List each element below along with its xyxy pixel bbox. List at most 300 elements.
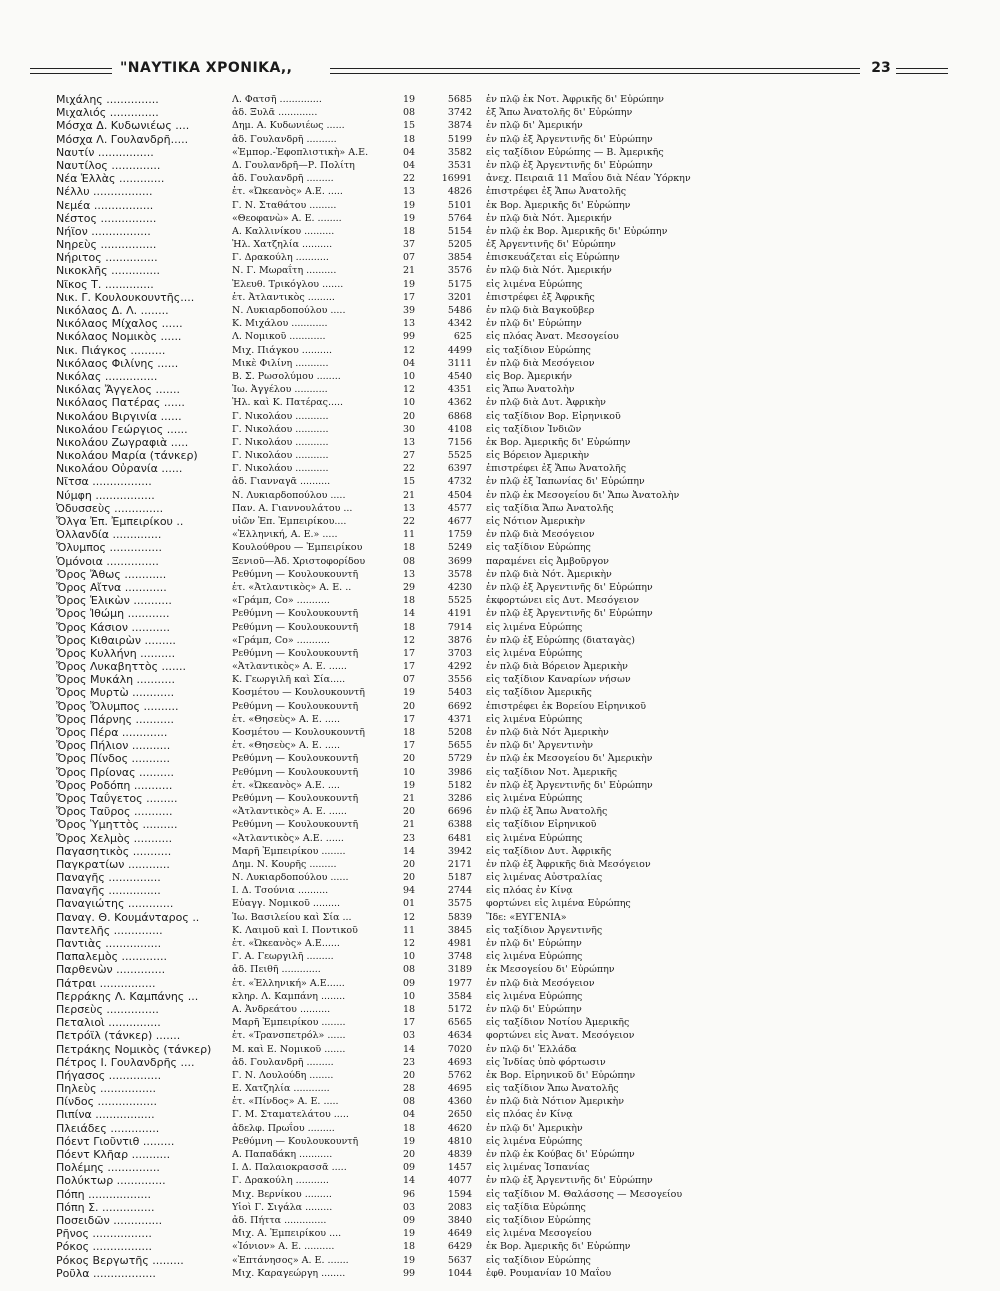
report-day: 21 bbox=[402, 792, 416, 804]
registry-number: 6696 bbox=[447, 806, 472, 818]
report-day: 17 bbox=[402, 661, 416, 673]
voyage-status: εἰς ταξίδιον Εὐρώπης — Β. Ἀμερικῆς bbox=[486, 146, 664, 158]
voyage-status: εἰς λιμένα Εὐρώπης bbox=[486, 951, 583, 963]
report-day: 20 bbox=[402, 1069, 416, 1081]
list-item bbox=[0, 119, 1000, 132]
voyage-status: εἰς λιμένας Ἱσπανίας bbox=[486, 1162, 590, 1174]
report-day: 18 bbox=[402, 1003, 416, 1015]
list-item bbox=[0, 739, 1000, 752]
voyage-status: εἰς πλόας ἐν Κίνᾳ bbox=[486, 885, 573, 897]
voyage-status: ἐν πλῷ δι' Ἀμερικήν bbox=[486, 120, 583, 132]
registry-number: 4342 bbox=[447, 318, 472, 330]
list-item bbox=[0, 818, 1000, 831]
voyage-status: ἐφθ. Ρουμανίαν 10 Μαΐου bbox=[486, 1267, 612, 1279]
list-item bbox=[0, 884, 1000, 897]
list-item bbox=[0, 1161, 1000, 1174]
list-item bbox=[0, 1069, 1000, 1082]
report-day: 03 bbox=[402, 1030, 416, 1042]
voyage-status: ἐπιστρέφει ἐξ Ἄπω Ἀνατολῆς bbox=[486, 463, 627, 475]
list-item bbox=[0, 858, 1000, 871]
report-day: 12 bbox=[402, 938, 416, 949]
ship-name: Πίνδος ................. bbox=[56, 1095, 157, 1109]
voyage-status: ἐπιστρέφει ἐξ Ἄπω Ἀνατολῆς bbox=[486, 186, 627, 198]
registry-number: 4362 bbox=[447, 397, 472, 409]
ship-name: Πηλεὺς ................ bbox=[56, 1082, 156, 1096]
voyage-status: εἰς ταξίδιον Ἀμερικῆς bbox=[486, 687, 592, 699]
list-item bbox=[0, 673, 1000, 686]
list-item bbox=[0, 1227, 1000, 1240]
owner-name: Ι. Δ. Παλαιοκρασσᾶ ..... bbox=[232, 1162, 347, 1174]
voyage-status: εἰς ταξίδιον Δυτ. Ἀφρικῆς bbox=[486, 845, 612, 857]
list-item bbox=[0, 1056, 1000, 1069]
ship-name: Ὄρος Χελμὸς ........... bbox=[56, 831, 173, 845]
ship-name: Ναυτίν ................ bbox=[56, 145, 154, 159]
report-day: 20 bbox=[402, 858, 416, 870]
owner-name: Γ. Νικολάου ........... bbox=[232, 463, 329, 475]
ship-registry-list bbox=[0, 93, 1000, 1280]
report-day: 07 bbox=[402, 674, 416, 686]
ship-name: Ναυτίλος .............. bbox=[56, 158, 161, 172]
report-day: 15 bbox=[402, 120, 416, 132]
owner-name: Κοσμέτου — Κουλουκουντῆ bbox=[232, 727, 365, 738]
ship-name: Ὄλυμπος ............... bbox=[56, 541, 162, 555]
ship-name: Παναγιώτης ............. bbox=[56, 897, 174, 911]
registry-number: 2650 bbox=[447, 1109, 472, 1121]
registry-number: 2171 bbox=[447, 858, 472, 870]
report-day: 21 bbox=[402, 819, 416, 831]
owner-name: Εὐαγγ. Νομικοῦ ......... bbox=[232, 898, 341, 910]
registry-number: 6565 bbox=[447, 1017, 472, 1029]
voyage-status: ἐκ Βορ. Εἰρηνικοῦ δι' Εὐρώπην bbox=[486, 1069, 636, 1081]
report-day: 19 bbox=[402, 199, 416, 211]
voyage-status: φορτώνει εἰς λιμένα Εὐρώπης bbox=[486, 898, 631, 910]
list-item bbox=[0, 950, 1000, 963]
voyage-status: εἰς ταξίδιον Εὐρώπης bbox=[486, 1254, 591, 1266]
voyage-status: ἐν πλῷ ἐκ Νοτ. Ἀφρικῆς δι' Εὐρώπην bbox=[486, 94, 664, 105]
list-item bbox=[0, 1122, 1000, 1135]
ship-name: Νικολάου Ζωγραφιὰ ..... bbox=[56, 435, 189, 449]
owner-name: Μικὲ Φιλίνη ........... bbox=[232, 357, 329, 369]
list-item bbox=[0, 1108, 1000, 1121]
owner-name: Λ. Φατσῆ .............. bbox=[232, 94, 322, 105]
registry-number: 4360 bbox=[447, 1096, 472, 1108]
report-day: 09 bbox=[402, 1162, 416, 1174]
list-item bbox=[0, 845, 1000, 858]
list-item bbox=[0, 937, 1000, 950]
ship-name: Νικόλαος Φιλίνης ...... bbox=[56, 356, 179, 370]
report-day: 99 bbox=[402, 331, 416, 343]
list-item bbox=[0, 317, 1000, 330]
registry-number: 3578 bbox=[447, 568, 472, 580]
ship-name: Ὄρος Λυκαβηττὸς ....... bbox=[56, 660, 187, 674]
voyage-status: ἐν πλῷ ἐκ Μεσογείου δι' Ἄπω Ἀνατολὴν bbox=[486, 489, 680, 501]
list-item bbox=[0, 700, 1000, 713]
voyage-status: ἐν πλῷ διὰ Βόρειον Ἀμερικὴν bbox=[486, 661, 628, 673]
owner-name: «Ἀτλαντικὸς» Α. Ε. ...... bbox=[232, 661, 347, 673]
registry-number: 3874 bbox=[447, 120, 472, 132]
report-day: 12 bbox=[402, 634, 416, 646]
owner-name: Γ. Δρακούλη ........... bbox=[232, 1175, 329, 1187]
ship-name: Παρθενὼν .............. bbox=[56, 963, 166, 977]
voyage-status: εἰς ταξίδιον Βορ. Εἰρηνικοῦ bbox=[486, 410, 621, 422]
owner-name: Γ. Νικολάου ........... bbox=[232, 450, 329, 462]
ship-name: Ὀλλανδία .............. bbox=[56, 528, 162, 542]
voyage-status: εἰς ταξίδιον Ἄπω Ἀνατολῆς bbox=[486, 1083, 619, 1095]
list-item bbox=[0, 1174, 1000, 1187]
report-day: 29 bbox=[402, 581, 416, 593]
report-day: 19 bbox=[402, 687, 416, 699]
list-item bbox=[0, 568, 1000, 581]
registry-number: 4839 bbox=[447, 1149, 472, 1160]
voyage-status: ἐν πλῷ ἐξ Ἀργεντινῆς δι' Εὐρώπην bbox=[486, 608, 653, 620]
registry-number: 3876 bbox=[447, 634, 472, 646]
report-day: 18 bbox=[402, 595, 416, 607]
registry-number: 5154 bbox=[447, 225, 472, 237]
voyage-status: ἐν πλῷ ἐκ Μεσογείου δι' Ἀμερικὴν bbox=[486, 753, 653, 765]
owner-name: Ν. Λυκιαρδοπούλου ...... bbox=[232, 872, 349, 884]
voyage-status: εἰς ταξίδιον Ἀργεντινῆς bbox=[486, 924, 603, 936]
ship-name: Ὄρος Μυρτὼ ............ bbox=[56, 686, 175, 700]
owner-name: Γ. Νικολάου ........... bbox=[232, 436, 329, 448]
ship-name: Πόεντ Κλῆαρ ........... bbox=[56, 1148, 171, 1161]
list-item bbox=[0, 924, 1000, 937]
list-item bbox=[0, 264, 1000, 277]
registry-number: 3840 bbox=[447, 1214, 472, 1226]
ship-name: Ὄρος Ἑλικὼν ........... bbox=[56, 594, 172, 608]
report-day: 09 bbox=[402, 1214, 416, 1226]
owner-name: ἀδ. Πήττα .............. bbox=[232, 1214, 327, 1226]
voyage-status: ἐν πλῷ διὰ Νότιον Ἀμερικὴν bbox=[486, 1096, 625, 1108]
list-item bbox=[0, 634, 1000, 647]
list-item bbox=[0, 1267, 1000, 1280]
owner-name: Ἐλευθ. Τρικόγλου ....... bbox=[232, 278, 344, 290]
list-item bbox=[0, 225, 1000, 238]
report-day: 08 bbox=[402, 1096, 416, 1108]
ship-name: Νηρεὺς ................ bbox=[56, 238, 157, 252]
voyage-status: εἰς Βορ. Ἀμερικήν bbox=[486, 370, 572, 382]
registry-number: 6692 bbox=[447, 700, 472, 712]
report-day: 22 bbox=[402, 463, 416, 475]
list-item bbox=[0, 462, 1000, 475]
ship-name: Νικολάου Γεώργιος ...... bbox=[56, 422, 188, 436]
registry-number: 4732 bbox=[447, 476, 472, 488]
report-day: 10 bbox=[402, 990, 416, 1002]
list-item bbox=[0, 832, 1000, 845]
report-day: 20 bbox=[402, 410, 416, 422]
report-day: 12 bbox=[402, 344, 416, 356]
owner-name: ἀδ. Γουλανδρῆ .......... bbox=[232, 133, 337, 145]
registry-number: 6481 bbox=[447, 832, 472, 844]
voyage-status: ἐν πλῷ ἐκ Κούβας δι' Εὐρώπην bbox=[486, 1149, 635, 1160]
owner-name: Μιχ. Α. Ἐμπειρίκου .... bbox=[232, 1228, 342, 1240]
ship-name: Ὄρος Πήλιον ........... bbox=[56, 739, 171, 753]
owner-name: Ρεθύμνη — Κουλουκουντῆ bbox=[232, 568, 359, 580]
report-day: 19 bbox=[402, 779, 416, 791]
list-item bbox=[0, 1240, 1000, 1253]
ship-name: Νέλλυ ................. bbox=[56, 185, 153, 199]
owner-name: Μιχ. Καραγεώργη ........ bbox=[232, 1267, 346, 1279]
voyage-status: εἰς πλόας Ἀνατ. Μεσογείου bbox=[486, 331, 619, 343]
report-day: 18 bbox=[402, 727, 416, 738]
ship-name: Παντιὰς ................ bbox=[56, 937, 162, 950]
list-item bbox=[0, 621, 1000, 634]
list-item bbox=[0, 594, 1000, 607]
report-day: 21 bbox=[402, 265, 416, 277]
list-item bbox=[0, 370, 1000, 383]
registry-number: 4351 bbox=[447, 384, 472, 396]
owner-name: Κ. Μιχάλου ............ bbox=[232, 318, 328, 330]
registry-number: 5403 bbox=[447, 687, 472, 699]
report-day: 14 bbox=[402, 608, 416, 620]
list-item bbox=[0, 1016, 1000, 1029]
registry-number: 4620 bbox=[447, 1122, 472, 1134]
ship-name: Παντελῆς .............. bbox=[56, 923, 163, 937]
ship-name: Νικόλαος Πατέρας ...... bbox=[56, 396, 185, 410]
ship-name: Νῖκος Τ. .............. bbox=[56, 277, 154, 291]
list-item bbox=[0, 871, 1000, 884]
voyage-status: εἰς λιμένα Εὐρώπης bbox=[486, 621, 583, 633]
ship-name: Ὄλγα Ἐπ. Ἐμπειρίκου .. bbox=[56, 515, 184, 528]
owner-name: Κ. Γεωργιλῆ καὶ Σία..... bbox=[232, 674, 346, 686]
registry-number: 5655 bbox=[447, 740, 472, 752]
voyage-status: φορτώνει εἰς Ἀνατ. Μεσόγειον bbox=[486, 1030, 635, 1042]
registry-number: 5685 bbox=[447, 94, 472, 105]
list-item bbox=[0, 963, 1000, 976]
list-item bbox=[0, 436, 1000, 449]
owner-name: ἑτ. «Πίνδος» Α. Ε. ..... bbox=[232, 1096, 339, 1108]
list-item bbox=[0, 199, 1000, 212]
report-day: 07 bbox=[402, 252, 416, 264]
ship-name: Ὄρος Μυκάλη ........... bbox=[56, 673, 176, 687]
owner-name: Μαρῆ Ἐμπειρίκου ........ bbox=[232, 1017, 346, 1029]
registry-number: 4693 bbox=[447, 1056, 472, 1068]
registry-number: 3854 bbox=[447, 252, 472, 264]
voyage-status: ἐκ Βορ. Ἀμερικῆς δι' Εὐρώπην bbox=[486, 1241, 631, 1253]
registry-number: 1457 bbox=[447, 1162, 472, 1174]
voyage-status: ἐπιστρέφει ἐξ Ἀφρικῆς bbox=[486, 291, 595, 303]
owner-name: Ρεθύμνη — Κουλουκουντῆ bbox=[232, 700, 359, 712]
registry-number: 5486 bbox=[447, 305, 472, 316]
registry-number: 5762 bbox=[447, 1069, 472, 1081]
registry-number: 5199 bbox=[447, 133, 472, 145]
owner-name: Ρεθύμνη — Κουλουκουντῆ bbox=[232, 792, 359, 804]
list-item bbox=[0, 990, 1000, 1003]
report-day: 08 bbox=[402, 964, 416, 976]
registry-number: 4826 bbox=[447, 186, 472, 198]
voyage-status: εἰς ταξίδιον Καναρίων νήσων bbox=[486, 674, 631, 686]
ship-name: Νικ. Πιάγκος .......... bbox=[56, 343, 166, 357]
report-day: 20 bbox=[402, 872, 416, 884]
owner-name: Γ. Νικολάου ........... bbox=[232, 423, 329, 435]
owner-name: Ρεθύμνη — Κουλουκουντῆ bbox=[232, 1135, 359, 1147]
registry-number: 3582 bbox=[447, 146, 472, 158]
ship-name: Μιχάλης ............... bbox=[56, 93, 159, 106]
ship-name: Πόεντ Γιοῦντιθ ......... bbox=[56, 1134, 175, 1148]
ship-name: Μιχαλιός .............. bbox=[56, 106, 159, 120]
ship-name: Πάτραι ................ bbox=[56, 976, 156, 990]
list-item bbox=[0, 792, 1000, 805]
voyage-status: ἐν πλῷ δι' Ἀμερικὴν bbox=[486, 1122, 583, 1134]
report-day: 18 bbox=[402, 133, 416, 145]
report-day: 17 bbox=[402, 1017, 416, 1029]
registry-number: 3189 bbox=[447, 964, 472, 976]
voyage-status: ἐν πλῷ ἐξ Ἀργεντινῆς δι' Εὐρώπην bbox=[486, 133, 653, 145]
owner-name: ἀδ. Γουλανδρῆ ......... bbox=[232, 1056, 334, 1068]
ship-name: Ὄρος Κυλλήνη .......... bbox=[56, 646, 176, 660]
list-item bbox=[0, 515, 1000, 528]
registry-number: 5729 bbox=[447, 753, 472, 765]
registry-number: 3531 bbox=[447, 159, 472, 171]
owner-name: Α. Καλλινίκου .......... bbox=[232, 225, 335, 237]
list-item bbox=[0, 1254, 1000, 1267]
owner-name: Μ. καὶ Ε. Νομικοῦ ....... bbox=[232, 1043, 346, 1055]
owner-name: «Ἀτλαντικὸς» Α.Ε. ...... bbox=[232, 832, 344, 844]
report-day: 10 bbox=[402, 766, 416, 778]
list-item bbox=[0, 581, 1000, 594]
report-day: 14 bbox=[402, 845, 416, 857]
voyage-status: ἐν πλῷ ἐξ Ἀφρικῆς διὰ Μεσόγειον bbox=[486, 858, 651, 870]
owner-name: Μιχ. Βερνίκου ......... bbox=[232, 1188, 332, 1200]
registry-number: 5764 bbox=[447, 212, 472, 224]
report-day: 20 bbox=[402, 753, 416, 765]
report-day: 17 bbox=[402, 291, 416, 303]
registry-number: 4077 bbox=[447, 1175, 472, 1187]
owner-name: Κ. Λαιμοῦ καὶ Ι. Ποντικοῦ bbox=[232, 924, 358, 936]
ship-name: Νικ. Γ. Κουλουκουντῆς.... bbox=[56, 290, 195, 304]
list-item bbox=[0, 541, 1000, 554]
page-number: 23 bbox=[871, 60, 891, 76]
ship-name: Νικολάου Βιργινία ...... bbox=[56, 409, 182, 423]
report-day: 13 bbox=[402, 436, 416, 448]
ship-name: Παπαλεμὸς ............. bbox=[56, 950, 167, 964]
voyage-status: εἰς ταξίδιον Ἰνδιῶν bbox=[486, 423, 582, 435]
report-day: 04 bbox=[402, 159, 416, 171]
list-item bbox=[0, 766, 1000, 779]
registry-number: 4499 bbox=[447, 344, 472, 356]
registry-number: 4810 bbox=[447, 1135, 472, 1147]
owner-name: ἑτ. Ἀτλαντικὸς ......... bbox=[232, 291, 335, 303]
list-item bbox=[0, 212, 1000, 225]
ship-name: Παναγ. Θ. Κουμάνταρος .. bbox=[56, 910, 200, 924]
voyage-status: ἐξ Ἄπω Ἀνατολῆς δι' Εὐρώπην bbox=[486, 107, 633, 119]
report-day: 12 bbox=[402, 384, 416, 396]
report-day: 11 bbox=[402, 529, 416, 541]
voyage-status: ἐν πλῷ διὰ Δυτ. Ἀφρικὴν bbox=[486, 397, 606, 409]
ship-name: Ὄρος Κάσιον ........... bbox=[56, 620, 170, 634]
list-item bbox=[0, 172, 1000, 185]
registry-number: 3556 bbox=[447, 674, 472, 686]
ship-name: Ὄρος Ταΰγετος ......... bbox=[56, 791, 178, 805]
owner-name: Ρεθύμνη — Κουλουκουντῆ bbox=[232, 621, 359, 633]
registry-number: 3575 bbox=[447, 898, 472, 910]
owner-name: Ἰω. Ἀγγέλου ........... bbox=[232, 384, 328, 396]
voyage-status: ἐν πλῷ διὰ Νότ. Ἀμερικήν bbox=[486, 265, 612, 277]
list-item bbox=[0, 330, 1000, 343]
report-day: 39 bbox=[402, 305, 416, 316]
registry-number: 3699 bbox=[447, 555, 472, 567]
owner-name: ἑτ. «Θησεὺς» Α. Ε. ..... bbox=[232, 740, 340, 752]
registry-number: 3845 bbox=[447, 924, 472, 936]
voyage-status: εἰς Ἄπω Ἀνατολὴν bbox=[486, 384, 575, 396]
list-item bbox=[0, 911, 1000, 924]
list-item bbox=[0, 1043, 1000, 1056]
ship-name: Νικοκλῆς .............. bbox=[56, 264, 161, 278]
report-day: 21 bbox=[402, 489, 416, 501]
voyage-status: εἰς ταξίδια Εὐρώπης bbox=[486, 1201, 586, 1213]
owner-name: «Ἐμπορ.-Ἐφοπλιστικὴ» Α.Ε. bbox=[232, 146, 369, 158]
owner-name: ἑτ. «Ὠκεανὸς» Α.Ε...... bbox=[232, 938, 340, 949]
voyage-status: ἐν πλῷ διὰ Βαγκοῦβερ bbox=[486, 305, 595, 316]
voyage-status: εἰς ταξίδιον Εὐρώπης bbox=[486, 1214, 591, 1226]
owner-name: ἑτ. «Ὠκεανὸς» Α.Ε. .... bbox=[232, 779, 340, 791]
registry-number: 5208 bbox=[447, 727, 472, 738]
ship-name: Πεταλιοὶ ............... bbox=[56, 1016, 161, 1030]
voyage-status: εἰς ταξίδια Ἄπω Ἀνατολῆς bbox=[486, 502, 614, 514]
ship-name: Νύμφη ................. bbox=[56, 488, 155, 502]
owner-name: «Ἰόνιον» Α. Ε. .......... bbox=[232, 1241, 335, 1253]
owner-name: Υἱοὶ Γ. Σιγάλα ......... bbox=[232, 1201, 333, 1213]
report-day: 37 bbox=[402, 239, 416, 251]
voyage-status: ἐν πλῷ ἐξ Ἀργεντινῆς δι' Εὐρώπην bbox=[486, 581, 653, 593]
voyage-status: ἐν πλῷ ἐξ Ἀργεντινῆς δι' Εὐρώπην bbox=[486, 1175, 653, 1187]
ship-name: Πετρόϊλ (τάνκερ) ....... bbox=[56, 1029, 181, 1043]
owner-name: Δημ. Α. Κυδωνιέως ...... bbox=[232, 120, 345, 132]
registry-number: 1977 bbox=[447, 977, 472, 989]
ship-name: Παγκρατίων ............ bbox=[56, 857, 170, 871]
ship-name: Ρῆνος ................. bbox=[56, 1227, 152, 1241]
report-day: 28 bbox=[402, 1083, 416, 1095]
owner-name: Ν. Γ. Μωραΐτη .......... bbox=[232, 265, 337, 277]
list-item bbox=[0, 686, 1000, 699]
owner-name: υἱῶν Ἐπ. Ἐμπειρίκου.... bbox=[232, 516, 347, 527]
list-item bbox=[0, 489, 1000, 502]
registry-number: 4677 bbox=[447, 516, 472, 527]
ship-name: Πόπη .................. bbox=[56, 1187, 152, 1201]
report-day: 14 bbox=[402, 1175, 416, 1187]
report-day: 04 bbox=[402, 357, 416, 369]
report-day: 22 bbox=[402, 516, 416, 527]
registry-number: 5839 bbox=[447, 911, 472, 923]
owner-name: κληρ. Λ. Καμπάνη ........ bbox=[232, 990, 346, 1002]
owner-name: ἀδελφ. Πρωΐου ......... bbox=[232, 1122, 335, 1134]
ship-name: Παναγῆς ............... bbox=[56, 871, 161, 885]
list-item bbox=[0, 304, 1000, 317]
voyage-status: ἐν πλῷ διὰ Μεσόγειον bbox=[486, 529, 595, 541]
owner-name: ἀδ. Γιανναγᾶ .......... bbox=[232, 476, 331, 488]
list-item bbox=[0, 251, 1000, 264]
ship-name: Ὄρος Ροδόπη ........... bbox=[56, 778, 173, 792]
ship-name: Ὄρος Πέρα ............. bbox=[56, 726, 168, 739]
voyage-status: ἐν πλῷ διὰ Νότ. Ἀμερικήν bbox=[486, 212, 612, 224]
owner-name: Ρεθύμνη — Κουλουκουντῆ bbox=[232, 766, 359, 778]
owner-name: Ρεθύμνη — Κουλουκουντῆ bbox=[232, 819, 359, 831]
voyage-status: ἀνεχ. Πειραιᾶ 11 Μαΐου διὰ Νέαν Ὑόρκην bbox=[486, 173, 691, 185]
owner-name: Γ. Δρακούλη ........... bbox=[232, 252, 329, 264]
ship-name: Πλειάδες .............. bbox=[56, 1121, 160, 1135]
list-item bbox=[0, 278, 1000, 291]
ship-name: Ὁμόνοια ............... bbox=[56, 554, 159, 568]
voyage-status: ἐν πλῷ δι' Εὐρώπην bbox=[486, 1003, 582, 1015]
report-day: 19 bbox=[402, 1254, 416, 1266]
registry-number: 16991 bbox=[441, 173, 472, 185]
voyage-status: εἰς λιμένα Εὐρώπης bbox=[486, 832, 583, 844]
registry-number: 3576 bbox=[447, 265, 472, 277]
ship-name: Ὄρος Αἴτνα ............ bbox=[56, 580, 167, 594]
ship-name: Πιπίνα ................. bbox=[56, 1108, 155, 1122]
report-day: 09 bbox=[402, 977, 416, 989]
report-day: 18 bbox=[402, 1241, 416, 1253]
voyage-status: εἰς Βόρειον Ἀμερικὴν bbox=[486, 450, 590, 462]
